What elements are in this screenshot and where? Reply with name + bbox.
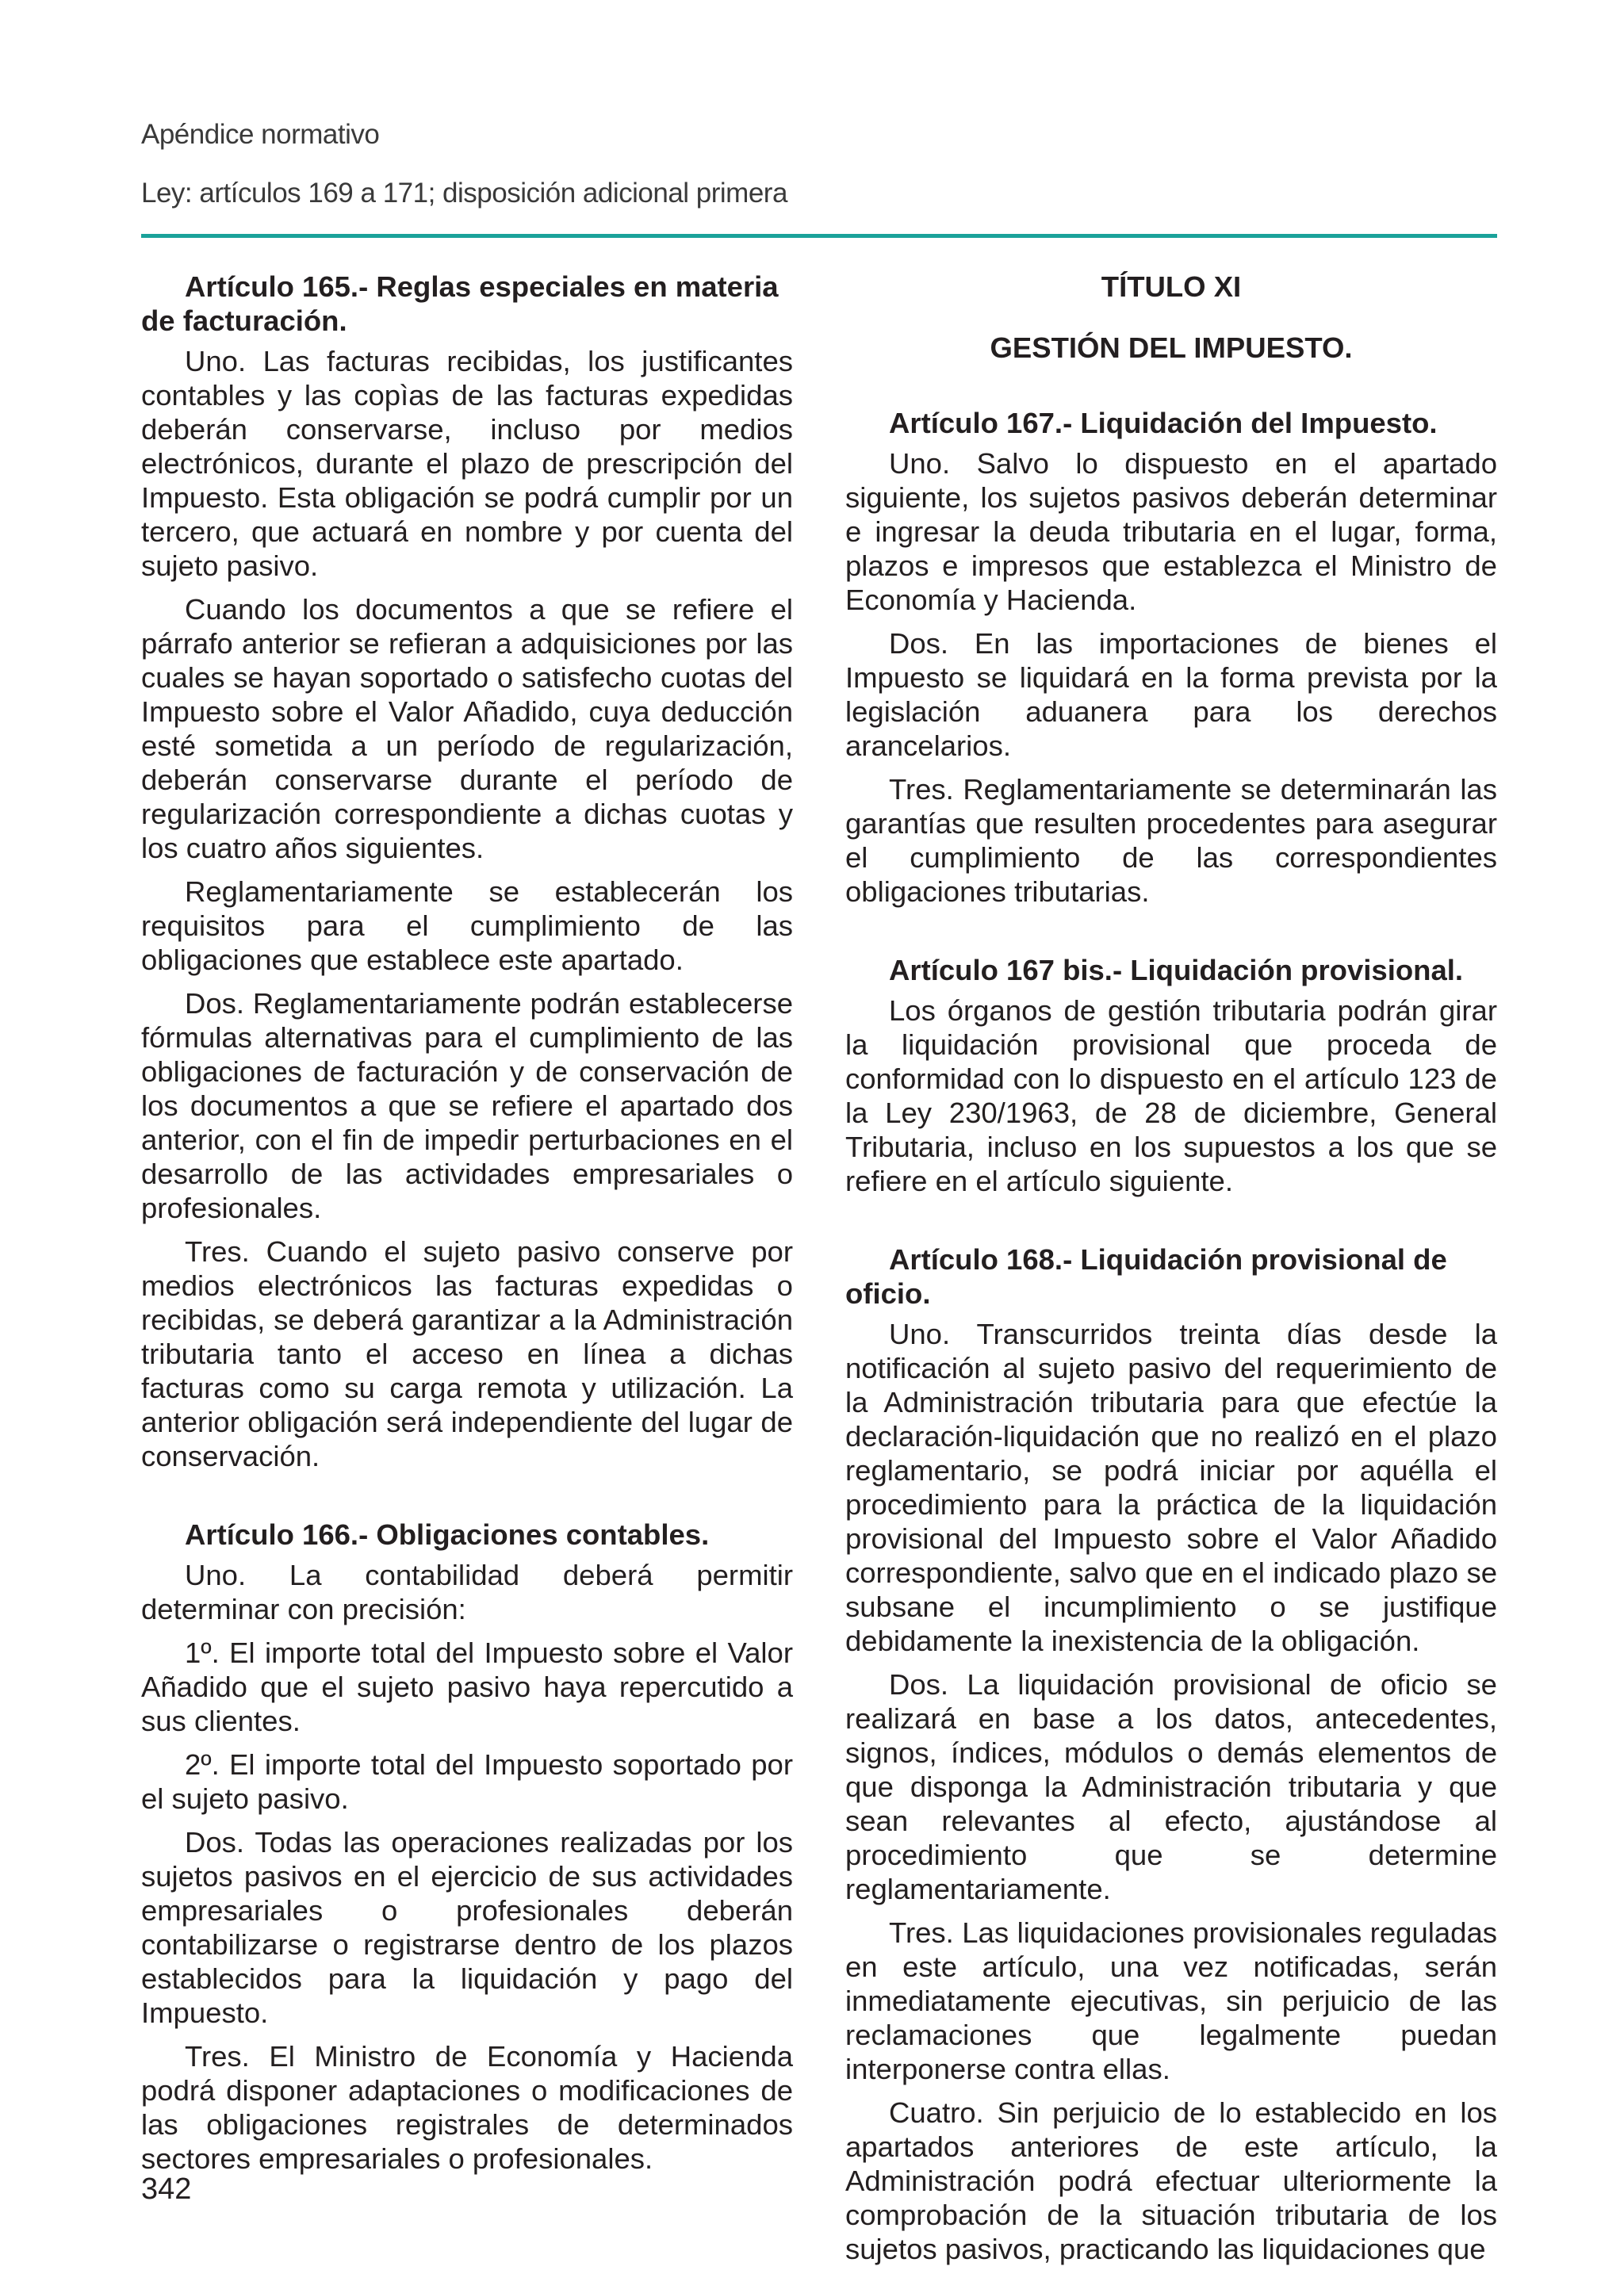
title-xi-subtitle: GESTIÓN DEL IMPUESTO. xyxy=(990,331,1353,364)
spacer xyxy=(845,918,1497,953)
article-165-title: Artículo 165.- Reglas especiales en materia de facturación. xyxy=(141,270,779,337)
paragraph: Uno. La contabilidad deberá permitir determinar con precisión: xyxy=(141,1559,793,1625)
paragraph: Dos. Todas las operaciones realizadas por los sujetos pasivos en el ejercicio de sus actividades empresariales o profesionales deberán contabilizarse o registrarse dentro de los plazos establecidos para la liquidación y pago del Impuesto. xyxy=(141,1826,793,2029)
paragraph: Tres. Cuando el sujeto pasivo conserve por medios electrónicos las facturas expedidas o recibidas, se deberá garantizar a la Administración tributaria tanto el acceso en línea a dichas facturas como su carga remota y utilización. La anterior obligación será independiente del lugar de conservación. xyxy=(141,1235,793,1472)
paragraph: Tres. El Ministro de Economía y Hacienda podrá disponer adaptaciones o modificaciones de las obligaciones registrales de determinados sectores empresariales o profesionales. xyxy=(141,2040,793,2175)
paragraph: Uno. Transcurridos treinta días desde la notificación al sujeto pasivo del requerimiento de la Administración tributaria para que efectúe la declaración-liquidación que no realizó en el plazo reglamentario, se podrá iniciar por aquélla el procedimiento para la práctica de la liquidación provisional del Impuesto sobre el Valor Añadido correspondiente, salvo que en el indicado plazo se subsane el incumplimiento o se justifique debidamente la inexistencia de la obligación. xyxy=(845,1318,1497,1657)
spacer xyxy=(845,365,1497,406)
paragraph: Los órganos de gestión tributaria podrán girar la liquidación provisional que proceda de conformidad con lo dispuesto en el artículo 123 de la Ley 230/1963, de 28 de diciembre, General Tributaria, incluso en los supuestos a los que se refiere en el artículo siguiente. xyxy=(845,994,1497,1197)
title-xi: TÍTULO XI xyxy=(1101,270,1242,303)
paragraph: Uno. Salvo lo dispuesto en el apartado siguiente, los sujetos pasivos deberán determinar e ingresar la deuda tributaria en el lugar, forma, plazos e impresos que establezca el Ministro de Economía y Hacienda. xyxy=(845,447,1497,616)
paragraph: Cuatro. Sin perjuicio de lo establecido en los apartados anteriores de este artículo, la Administración podrá efectuar ulteriormente la comprobación de la situación tributaria de los sujetos pasivos, practicando las liquidaciones que xyxy=(845,2096,1497,2265)
header-subsection: Ley: artículos 169 a 171; disposición adicional primera xyxy=(141,178,787,209)
article-167-bis-title: Artículo 167 bis.- Liquidación provisional. xyxy=(889,954,1464,986)
paragraph: Tres. Las liquidaciones provisionales reguladas en este artículo, una vez notificadas, serán inmediatamente ejecutivas, sin perjuicio de las reclamaciones que legalmente puedan interponerse contra ellas. xyxy=(845,1916,1497,2085)
article-166-title: Artículo 166.- Obligaciones contables. xyxy=(185,1518,710,1551)
paragraph: Tres. Reglamentariamente se determinarán las garantías que resulten procedentes para asegurar el cumplimiento de las correspondientes obligaciones tributarias. xyxy=(845,773,1497,908)
running-head xyxy=(141,119,1497,217)
paragraph: 2º. El importe total del Impuesto soportado por el sujeto pasivo. xyxy=(141,1748,793,1815)
article-168-title: Artículo 168.- Liquidación provisional de oficio. xyxy=(845,1243,1447,1310)
article-167-title: Artículo 167.- Liquidación del Impuesto. xyxy=(889,407,1438,439)
paragraph: Dos. En las importaciones de bienes el Impuesto se liquidará en la forma prevista por la legislación aduanera para los derechos arancelarios. xyxy=(845,627,1497,762)
header-rule xyxy=(141,234,1497,238)
left-column xyxy=(141,270,793,2185)
paragraph: Uno. Las facturas recibidas, los justificantes contables y las copìas de las facturas expedidas deberán conservarse, incluso por medios electrónicos, durante el plazo de prescripción del Impuesto. Esta obligación se podrá cumplir por un tercero, que actuará en nombre y por cuenta del sujeto pasivo. xyxy=(141,345,793,582)
spacer xyxy=(845,304,1497,331)
header-section: Apéndice normativo xyxy=(141,119,380,150)
spacer xyxy=(141,1483,793,1518)
paragraph: 1º. El importe total del Impuesto sobre el Valor Añadido que el sujeto pasivo haya repercutido a sus clientes. xyxy=(141,1636,793,1737)
page-number: 342 xyxy=(141,2172,192,2206)
right-column xyxy=(845,270,1497,2276)
paragraph: Dos. La liquidación provisional de oficio se realizará en base a los datos, antecedentes, signos, índices, módulos o demás elementos de que disponga la Administración tributaria y que sean relevantes al efecto, ajustándose al procedimiento que se determine reglamentariamente. xyxy=(845,1668,1497,1905)
paragraph: Dos. Reglamentariamente podrán establecerse fórmulas alternativas para el cumplimiento de las obligaciones de facturación y de conservación de los documentos a que se refiere el apartado dos anterior, con el fin de impedir perturbaciones en el desarrollo de las actividades empresariales o profesionales. xyxy=(141,987,793,1224)
paragraph: Reglamentariamente se establecerán los requisitos para el cumplimiento de las obligaciones que establece este apartado. xyxy=(141,875,793,976)
spacer xyxy=(845,1208,1497,1242)
paragraph: Cuando los documentos a que se refiere el párrafo anterior se refieran a adquisiciones por las cuales se hayan soportado o satisfecho cuotas del Impuesto sobre el Valor Añadido, cuya deducción esté sometida a un período de regularización, deberán conservarse durante el período de regularización correspondiente a dichas cuotas y los cuatro años siguientes. xyxy=(141,593,793,864)
